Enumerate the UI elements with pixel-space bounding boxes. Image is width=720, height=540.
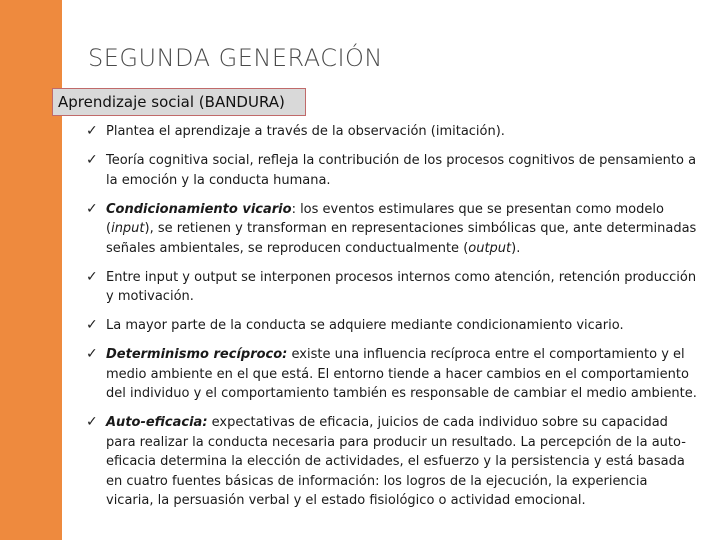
check-icon: ✓ <box>86 152 98 168</box>
bullet-reciprocal-determinism <box>86 345 698 404</box>
bullet-list <box>86 122 698 520</box>
check-icon: ✓ <box>86 123 98 139</box>
bullet-text: : los eventos estimulares que se presentan como modelo ( <box>106 201 664 236</box>
bullet-vicarious-conditioning <box>86 200 698 259</box>
bullet-conduct-acquisition <box>86 316 698 336</box>
accent-side-bar <box>0 0 62 540</box>
bullet-social-cognitive-theory <box>86 151 698 190</box>
check-icon: ✓ <box>86 346 98 362</box>
check-icon: ✓ <box>86 268 98 285</box>
bullet-internal-processes <box>86 268 698 307</box>
bullet-term: Determinismo recíproco: <box>106 347 288 362</box>
bullet-term: Condicionamiento vicario <box>106 201 292 217</box>
check-icon: ✓ <box>86 414 98 430</box>
slide-title: SEGUNDA GENERACIÓN <box>88 44 383 72</box>
bullet-term: Auto-eficacia: <box>106 415 208 430</box>
bullet-text: expectativas de eficacia, juicios de cada individuo sobre su capacidad para realizar la conducta necesaria para producir un resultado. La percepción de la auto-eficacia determina la elección de actividades, el esfuerzo y la persistencia y está basada en cuatro fuentes básicas de información: los logros de la ejecución, la experiencia vicaria, la persuasión verbal y el estado fisiológico o actividad emocional. <box>106 415 686 508</box>
bullet-text: La mayor parte de la conducta se adquiere mediante condicionamiento vicario. <box>106 318 624 333</box>
bullet-text: Entre input y output se interponen procesos internos como atención, retención producción y motivación. <box>106 269 697 304</box>
bullet-observation <box>86 122 698 142</box>
check-icon: ✓ <box>86 317 98 333</box>
bullet-self-efficacy <box>86 413 698 511</box>
bullet-text: Teoría cognitiva social, refleja la contribución de los procesos cognitivos de pensamiento a la emoción y la conducta humana. <box>106 153 697 188</box>
bullet-text: Plantea el aprendizaje a través de la observación (imitación). <box>106 124 505 139</box>
bullet-emphasis: input <box>111 221 145 236</box>
slide-subtitle: Aprendizaje social (BANDURA) <box>58 93 285 111</box>
bullet-text: existe una influencia recíproca entre el comportamiento y el medio ambiente en el que está. El entorno tiende a hacer cambios en el comportamiento del individuo y el comportamiento también es responsable de cambiar el medio ambiente. <box>106 347 697 401</box>
bullet-emphasis: output <box>468 240 512 256</box>
check-icon: ✓ <box>86 200 98 217</box>
bullet-text: ). <box>511 240 521 256</box>
bullet-text: ), se retienen y transforman en representaciones simbólicas que, ante determinadas señales ambientales, se reproducen conductualmente ( <box>106 221 697 256</box>
